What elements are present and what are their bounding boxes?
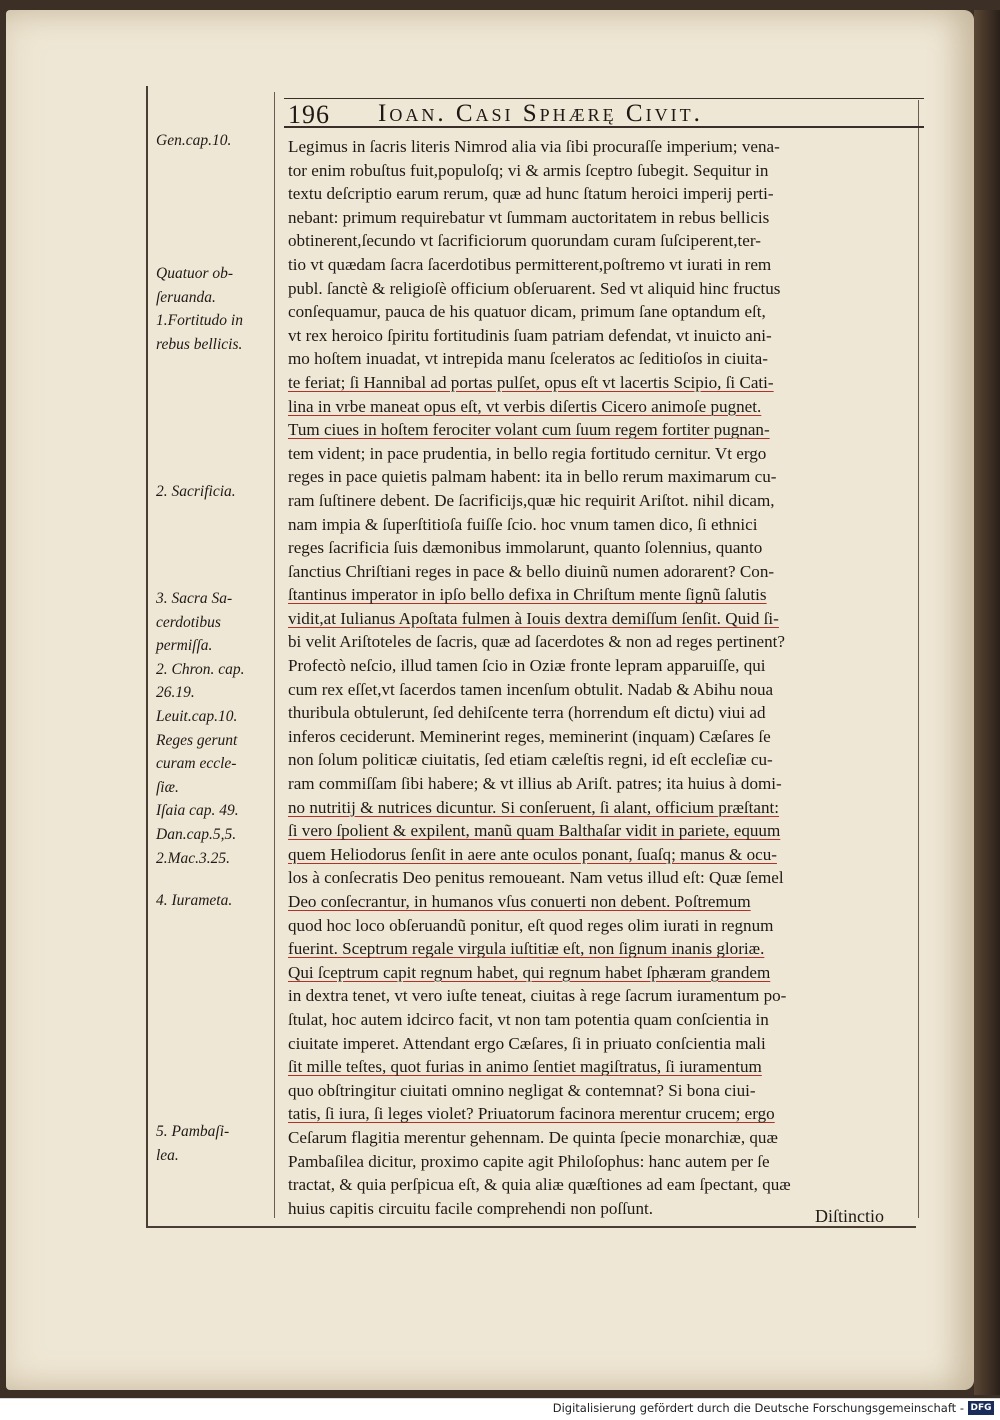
text-line: tem vident; in pace prudentia, in bello regia fortitudo cernitur. Vt ergo xyxy=(288,443,767,463)
margin-line: 5. Pambaſi- xyxy=(156,1123,230,1140)
text-line: ſtulat, hoc autem idcirco facit, vt non tam potentia quam conſcientia in xyxy=(288,1009,769,1029)
text-line: nebant: primum requirebatur vt ſummam auctoritatem in rebus bellicis xyxy=(288,207,770,227)
text-line: te feriat; ſi Hannibal ad portas pulſet, opus eſt vt lacertis Scipio, ſi Cati- xyxy=(288,372,774,392)
text-line: ram ſuſtinere debent. De ſacrificijs,quæ hic requirit Ariſtot. nihil dicam, xyxy=(288,490,775,510)
text-line: vidit,at Iulianus Apoſtata fulmen à Iouis dextra demiſſum ſenſit. Quid ſi- xyxy=(288,608,779,628)
margin-line: 26.19. xyxy=(156,684,195,702)
margin-line: 2. Sacrificia. xyxy=(156,483,236,500)
margin-line: 2. Chron. cap. xyxy=(156,660,245,678)
dfg-logo: DFG xyxy=(968,1401,994,1415)
text-line: no nutritij & nutrices dicuntur. Si conſeruent, ſi alant, officium præſtant: xyxy=(288,797,780,817)
margin-line: Gen.cap.10. xyxy=(156,132,232,149)
text-line: Profectò neſcio, illud tamen ſcio in Oziæ fronte lepram apparuiſſe, qui xyxy=(288,656,766,676)
margin-line: cerdotibus xyxy=(156,613,221,631)
page-number: 196 xyxy=(288,100,330,129)
text-line: huius capitis circuitu facile comprehendi non poſſunt. xyxy=(288,1198,654,1218)
text-line: ram commiſſam ſibi habere; & vt illius ab Ariſt. patres; ita huius à domi- xyxy=(288,774,782,794)
text-line: non ſolum politicæ ciuitatis, ſed etiam cæleſtis regni, id eſt eccleſiæ cu- xyxy=(288,750,773,770)
margin-note-sacrificia xyxy=(156,480,274,504)
text-line: Ceſarum flagitia merentur gehennam. De quinta ſpecie monarchiæ, quæ xyxy=(288,1127,778,1147)
margin-line: ſiæ. xyxy=(156,778,179,796)
text-line: ſit mille teſtes, quot furias in animo ſentiet magiſtratus, ſi iuramentum xyxy=(288,1057,762,1077)
text-line: nam impia & ſuperſtitioſa fuiſſe ſcio. hoc vnum tamen dico, ſi ethnici xyxy=(288,514,758,534)
margin-line: 4. Iurameta. xyxy=(156,892,233,909)
catchword: Diſtinctio xyxy=(815,1206,884,1226)
margin-line: Leuit.cap.10. xyxy=(156,707,238,725)
margin-line: Dan.cap.5,5. xyxy=(156,825,237,843)
text-line: Tum ciues in hoſtem ferociter volant cum ſuum regem fortiter pugnan- xyxy=(288,420,770,440)
margin-line: ſeruanda. xyxy=(156,288,216,306)
text-line: vt rex heroico ſpiritu fortitudinis ſuam patriam defendat, vt inuicto ani- xyxy=(288,325,772,345)
right-rule xyxy=(918,100,919,1218)
text-line: textu deſcriptio earum rerum, quæ ad hunc ſtatum heroici imperij perti- xyxy=(288,184,774,204)
text-line: inferos ceciderunt. Meminerint reges, meminerint (inquam) Cæſares ſe xyxy=(288,726,771,746)
text-line: quo obſtringitur ciuitati omnino negligat & contemnat? Si bona ciui- xyxy=(288,1080,756,1100)
text-line: cum rex eſſet,vt ſacerdos tamen incenſum obtulit. Nadab & Abihu noua xyxy=(288,679,774,699)
column-rule xyxy=(274,92,275,1218)
margin-line: Quatuor ob- xyxy=(156,265,234,282)
text-line: obtinerent,ſecundo vt ſacrificiorum quorundam curam ſuſciperent,ter- xyxy=(288,231,761,251)
text-line: conſequamur, pauca de his quatuor dicam, primum ſane optandum eſt, xyxy=(288,302,766,322)
text-line: Legimus in ſacris literis Nimrod alia via ſibi procuraſſe imperium; vena- xyxy=(288,137,780,156)
margin-note-quatuor xyxy=(156,262,274,356)
margin-note-iuramenta xyxy=(156,889,274,913)
text-line: Deo conſecrantur, in humanos vſus conuerti non debent. Poſtremum xyxy=(288,892,751,911)
running-head: Ioan. Casi Sphærę Civit. xyxy=(378,100,703,127)
text-line: Qui ſceptrum capit regnum habet, qui regnum habet ſphæram grandem xyxy=(288,962,771,982)
text-line: tor enim robuſtus fuit,populoſq; vi & armis ſceptro ſubegit. Sequitur in xyxy=(288,160,769,180)
margin-line: 2.Mac.3.25. xyxy=(156,849,231,867)
margin-line: permiſſa. xyxy=(156,637,213,655)
text-line: thuribula obtulerunt, ſed dehiſcente terra (horrendum eſt dictu) viui ad xyxy=(288,703,766,723)
footer-credit: Digitalisierung gefördert durch die Deutsche Forschungsgemeinschaft - xyxy=(552,1401,964,1415)
margin-line: rebus bellicis. xyxy=(156,335,243,353)
text-line: ſtantinus imperator in ipſo bello defixa in Chriſtum mente ſignũ ſalutis xyxy=(288,585,767,605)
book-edge xyxy=(974,10,1000,1395)
body-text xyxy=(288,135,916,1220)
text-line: bi velit Ariſtoteles de ſacris, quæ ad ſacerdotes & non ad reges pertinent? xyxy=(288,632,785,652)
text-line: reges ſacrificia ſuis dæmonibus immolarunt, quanto ſolennius, quanto xyxy=(288,538,763,558)
text-line: mo hoſtem inuadat, vt intrepida manu ſceleratos ac ſeditioſos in ciuita- xyxy=(288,349,768,369)
margin-line: 3. Sacra Sa- xyxy=(156,590,233,607)
text-line: quem Heliodorus ſenſit in aere ante oculos ponant, ſuaſq; manus & ocu- xyxy=(288,844,777,864)
text-line: in dextra tenet, vt vero iuſte teneat, ciuitas à rege ſacrum iuramentum po- xyxy=(288,986,787,1006)
header-top-rule xyxy=(284,98,924,99)
text-line: ſanctius Chriſtiani reges in pace & bello diuinũ numen adorarent? Con- xyxy=(288,561,775,581)
text-line: Pambaſilea dicitur, proximo capite agit Philoſophus: hanc autem per ſe xyxy=(288,1151,770,1171)
margin-note-pambasilea xyxy=(156,1120,274,1167)
text-line: lina in vrbe maneat opus eſt, vt verbis diſertis Cicero animoſe pugnet. xyxy=(288,396,762,416)
text-line: tio vt quædam ſacra ſacerdotibus permitterent,poſtremo vt iurati in rem xyxy=(288,254,772,274)
bottom-rule xyxy=(146,1226,916,1228)
margin-line: lea. xyxy=(156,1146,179,1164)
text-line: los à conſecratis Deo penitus remoueant. Nam vetus illud eſt: Quæ ſemel xyxy=(288,868,784,888)
text-line: ciuitate imperet. Attendant ergo Cæſares, ſi in priuato conſcientia mali xyxy=(288,1033,766,1053)
text-line: quod hoc loco obſeruandũ ponitur, eſt quod reges olim iurati in regnum xyxy=(288,915,774,935)
text-line: publ. ſanctè & religioſè officium obſeruarent. Sed vt aliquid hinc fructus xyxy=(288,278,781,298)
text-line: reges in pace quietis palmam habent: ita in bello rerum maximarum cu- xyxy=(288,467,777,487)
margin-rule xyxy=(146,86,148,1226)
margin-note-sacra xyxy=(156,587,274,870)
margin-note-genesis xyxy=(156,129,274,153)
margin-line: curam eccle- xyxy=(156,755,237,773)
text-line: ſi vero ſpolient & expilent, manũ quam Balthaſar vidit in pariete, equum xyxy=(288,821,781,841)
text-line: tractat, & quia perſpicua eſt, & quia aliæ quæſtiones ad eam ſpectant, quæ xyxy=(288,1175,791,1195)
margin-line: Reges gerunt xyxy=(156,731,238,749)
text-line: fuerint. Sceptrum regale virgula iuſtitiæ eſt, non ſignum inanis gloriæ. xyxy=(288,939,765,959)
margin-line: Iſaia cap. 49. xyxy=(156,802,239,820)
margin-line: 1.Fortitudo in xyxy=(156,312,243,330)
text-line: tatis, ſi iura, ſi leges violet? Priuatorum facinora merentur crucem; ergo xyxy=(288,1104,775,1124)
